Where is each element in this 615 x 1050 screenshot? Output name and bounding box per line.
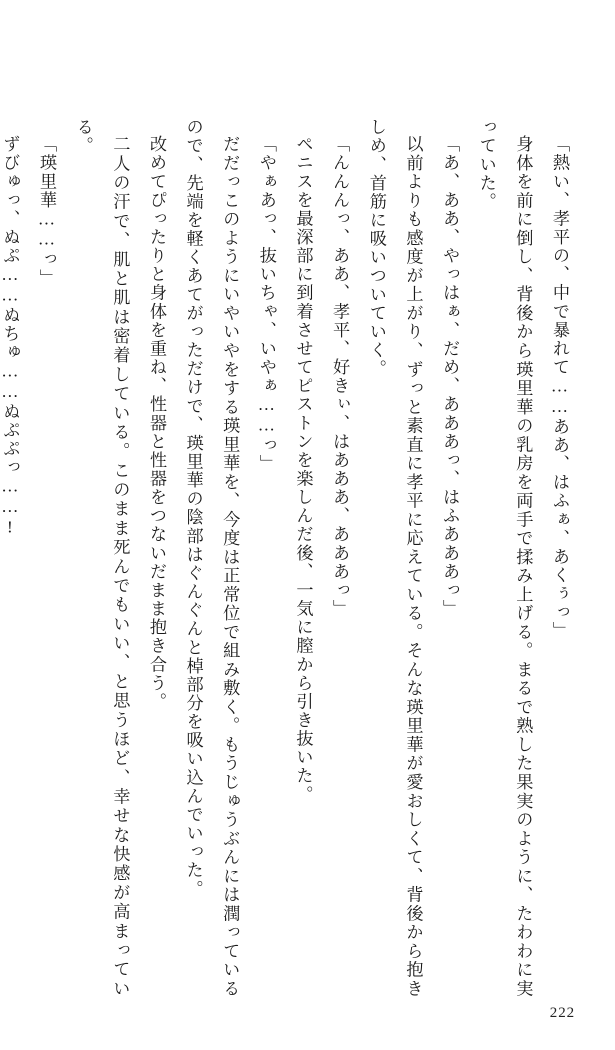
paragraph: 「あ、ああ、やっはぁ、だめ、あああっ、はふあああっ」	[440, 135, 460, 619]
paragraph: 二人の汗で、肌と肌は密着している。このまま死んでもいい、と思うほど、幸せな快感が高まっている。	[73, 118, 130, 998]
paragraph: 「瑛里華……っ」	[37, 135, 57, 288]
page-text-body	[0, 118, 577, 998]
paragraph: 「熱い、孝平の、中で暴れて……ああ、はふぁ、あくぅっ」	[550, 135, 569, 641]
paragraph: ずびゅっ、ぬぷ……ぬちゅ……ぬぷぷっ……!	[0, 135, 20, 538]
paragraph: 以前よりも感度が上がり、ずっと素直に孝平に応えている。そんな瑛里華が愛おしくて、背後から抱きしめ、首筋に吸いついていく。	[366, 118, 423, 998]
paragraph: ペニスを最深部に到着させてピストンを楽しんだ後、一気に膣から引き抜いた。	[293, 135, 313, 804]
paragraph: だだっこのようにいやいやをする瑛里華を、今度は正常位で組み敷く。もうじゅうぶんには潤っているので、先端を軽くあてがっただけで、瑛里華の陰部はぐんぐんと棹部分を吸い込んでいった。	[183, 118, 240, 998]
paragraph: 身体を前に倒し、背後から瑛里華の乳房を両手で揉み上げる。まるで熟した果実のように、たわわに実っていた。	[476, 118, 533, 998]
page-number: 222	[549, 1005, 575, 1021]
paragraph: 改めてぴったりと身体を重ね、性器と性器をつないだまま抱き合う。	[146, 135, 166, 712]
paragraph: 「んんんっ、ああ、孝平、好きぃ、はあああ、あああっ」	[330, 135, 350, 619]
paragraph: 「やぁあっ、抜いちゃ、いやぁ……っ」	[256, 135, 276, 474]
